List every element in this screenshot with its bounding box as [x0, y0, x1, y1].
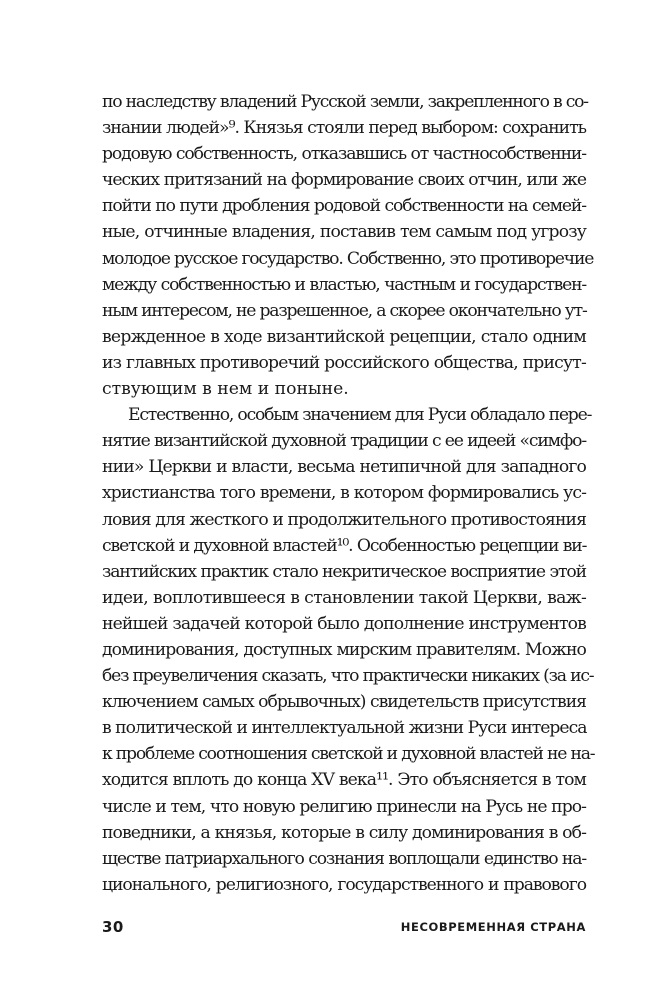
text-line: ключением самых обрывочных) свидетельств присутствия [102, 692, 586, 713]
text-line: ходится вплоть до конца XV века¹¹. Это объясняется в том [102, 770, 586, 791]
text-line: нятие византийской духовной традиции с ее идеей «симфо- [102, 431, 587, 452]
text-line: к проблеме соотношения светской и духовной властей не на- [102, 744, 595, 765]
text-line: знании людей»⁹. Князья стояли перед выбором: сохранить [102, 118, 586, 139]
text-line: вержденное в ходе византийской рецепции, стало одним [102, 326, 586, 347]
text-line: родовую собственность, отказавшись от частнособственни- [102, 144, 586, 165]
text-line: нейшей задачей которой было дополнение инструментов [102, 613, 586, 634]
text-line: числе и тем, что новую религию принесли на Русь не про- [102, 796, 586, 817]
running-head: НЕСОВРЕМЕННАЯ СТРАНА [400, 920, 586, 934]
text-line: ловия для жесткого и продолжительного противостояния [102, 509, 587, 530]
text-line: между собственностью и властью, частным и государствен- [102, 274, 586, 295]
text-line: по наследству владений Русской земли, закрепленного в со- [102, 92, 588, 112]
text-line: христианства того времени, в котором формировались ус- [102, 483, 586, 504]
page-number: 30 [102, 918, 124, 936]
text-line: ционального, религиозного, государственного и правового [102, 874, 586, 895]
text-line: из главных противоречий российского общества, присут- [102, 352, 586, 373]
text-line: светской и духовной властей¹⁰. Особенностью рецепции ви- [102, 535, 587, 556]
text-line: доминирования, доступных мирским правителям. Можно [102, 639, 586, 660]
text-line: нии» Церкви и власти, весьма нетипичной для западного [102, 457, 586, 478]
text-line: поведники, а князья, которые в силу доминирования в об- [102, 822, 586, 843]
text-line: ческих притязаний на формирование своих отчин, или же [102, 170, 586, 191]
page-footer [102, 918, 586, 938]
text-line: ным интересом, не разрешенное, а скорее окончательно ут- [102, 300, 587, 321]
text-line: идеи, воплотившееся в становлении такой Церкви, важ- [102, 587, 587, 608]
text-line: молодое русское государство. Собственно, это противоречие [102, 248, 594, 269]
text-line: зантийских практик стало некритическое восприятие этой [102, 561, 586, 582]
text-line: без преувеличения сказать, что практически никаких (за ис- [102, 666, 594, 687]
text-line: ные, отчинные владения, поставив тем самым под угрозу [102, 222, 586, 243]
text-line: в политической и интеллектуальной жизни Руси интереса [102, 718, 587, 739]
text-line: пойти по пути дробления родовой собственности на семей- [102, 196, 586, 217]
paragraph-end-line: ствующим в нем и поныне. [102, 379, 349, 400]
text-line: ществе патриархального сознания воплощали единство на- [102, 848, 586, 869]
body-text [102, 89, 595, 898]
paragraph-first-line: Естественно, особым значением для Руси обладало пере- [128, 405, 592, 426]
